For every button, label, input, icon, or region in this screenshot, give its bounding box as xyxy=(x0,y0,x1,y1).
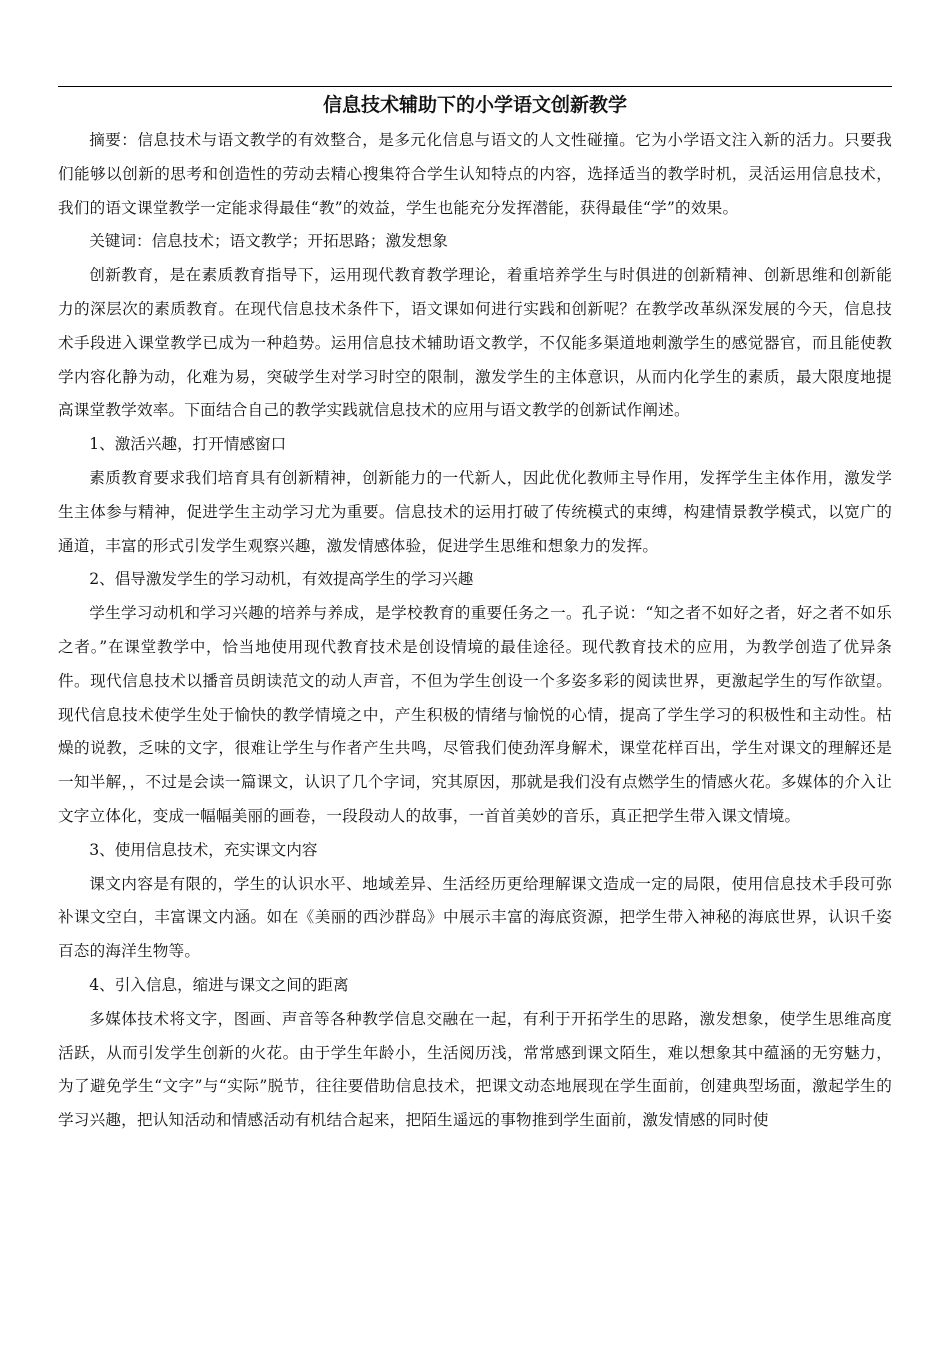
section-1-paragraph: 素质教育要求我们培育具有创新精神，创新能力的一代新人，因此优化教师主导作用，发挥学生主体作用，激发学生主体参与精神，促进学生主动学习尤为重要。信息技术的运用打破了传统模式的束缚，构建情景教学模式，以宽广的通道，丰富的形式引发学生观察兴趣，激发情感体验，促进学生思维和想象力的发挥。 xyxy=(58,468,892,555)
document-page xyxy=(58,0,892,1346)
document-title: 信息技术辅助下的小学语文创新教学 xyxy=(322,94,627,116)
intro-paragraph: 创新教育，是在素质教育指导下，运用现代教育教学理论，着重培养学生与时俱进的创新精神、创新思维和创新能力的深层次的素质教育。在现代信息技术条件下，语文课如何进行实践和创新呢？在教学改革纵深发展的今天，信息技术手段进入课堂教学已成为一种趋势。运用信息技术辅助语文教学，不仅能多渠道地刺激学生的感觉器官，而且能使教学内容化静为动，化难为易，突破学生对学习时空的限制，激发学生的主体意识，从而内化学生的素质，最大限度地提高课堂教学效率。下面结合自己的教学实践就信息技术的应用与语文教学的创新试作阐述。 xyxy=(58,266,892,420)
section-3-paragraph: 课文内容是有限的，学生的认识水平、地域差异、生活经历更给理解课文造成一定的局限，使用信息技术手段可弥补课文空白，丰富课文内涵。如在《美丽的西沙群岛》中展示丰富的海底资源，把学生带入神秘的海底世界，认识千姿百态的海洋生物等。 xyxy=(58,874,892,961)
section-4-heading: 4、引入信息，缩进与课文之间的距离 xyxy=(89,975,349,994)
header-rule xyxy=(58,86,892,87)
section-3-heading: 3、使用信息技术，充实课文内容 xyxy=(89,840,318,859)
section-4-paragraph: 多媒体技术将文字，图画、声音等各种教学信息交融在一起，有利于开拓学生的思路，激发想象，使学生思维高度活跃，从而引发学生创新的火花。由于学生年龄小，生活阅历浅，常常感到课文陌生，难以想象其中蕴涵的无穷魅力，为了避免学生“文字”与“实际”脱节，往往要借助信息技术，把课文动态地展现在学生面前，创建典型场面，激起学生的学习兴趣，把认知活动和情感活动有机结合起来，把陌生遥远的事物推到学生面前，激发情感的同时使 xyxy=(58,1009,892,1130)
abstract-paragraph: 摘要：信息技术与语文教学的有效整合，是多元化信息与语文的人文性碰撞。它为小学语文注入新的活力。只要我们能够以创新的思考和创造性的劳动去精心搜集符合学生认知特点的内容，选择适当的教学时机，灵活运用信息技术，我们的语文课堂教学一定能求得最佳“教”的效益，学生也能充分发挥潜能，获得最佳“学”的效果。 xyxy=(58,131,892,217)
document-body xyxy=(58,124,892,1138)
section-2-heading: 2、倡导激发学生的学习动机，有效提高学生的学习兴趣 xyxy=(89,570,474,589)
section-2-paragraph: 学生学习动机和学习兴趣的培养与养成，是学校教育的重要任务之一。孔子说：“知之者不如好之者，好之者不如乐之者。”在课堂教学中，恰当地使用现代教育技术是创设情境的最佳途径。现代教育技术的应用，为教学创造了优异条件。现代信息技术以播音员朗读范文的动人声音，不但为学生创设一个多姿多彩的阅读世界，更激起学生的写作欲望。现代信息技术使学生处于愉快的教学情境之中，产生积极的情绪与愉悦的心情，提高了学生学习的积极性和主动性。枯燥的说教，乏味的文字，很难让学生与作者产生共鸣，尽管我们使劲浑身解术，课堂花样百出，学生对课文的理解还是一知半解，，不过是会读一篇课文，认识了几个字词，究其原因，那就是我们没有点燃学生的情感火花。多媒体的介入让文字立体化，变成一幅幅美丽的画卷，一段段动人的故事，一首首美妙的音乐，真正把学生带入课文情境。 xyxy=(58,604,892,825)
keywords-line: 关键词：信息技术；语文教学；开拓思路；激发想象 xyxy=(89,232,448,251)
section-1-heading: 1、激活兴趣，打开情感窗口 xyxy=(89,435,287,454)
